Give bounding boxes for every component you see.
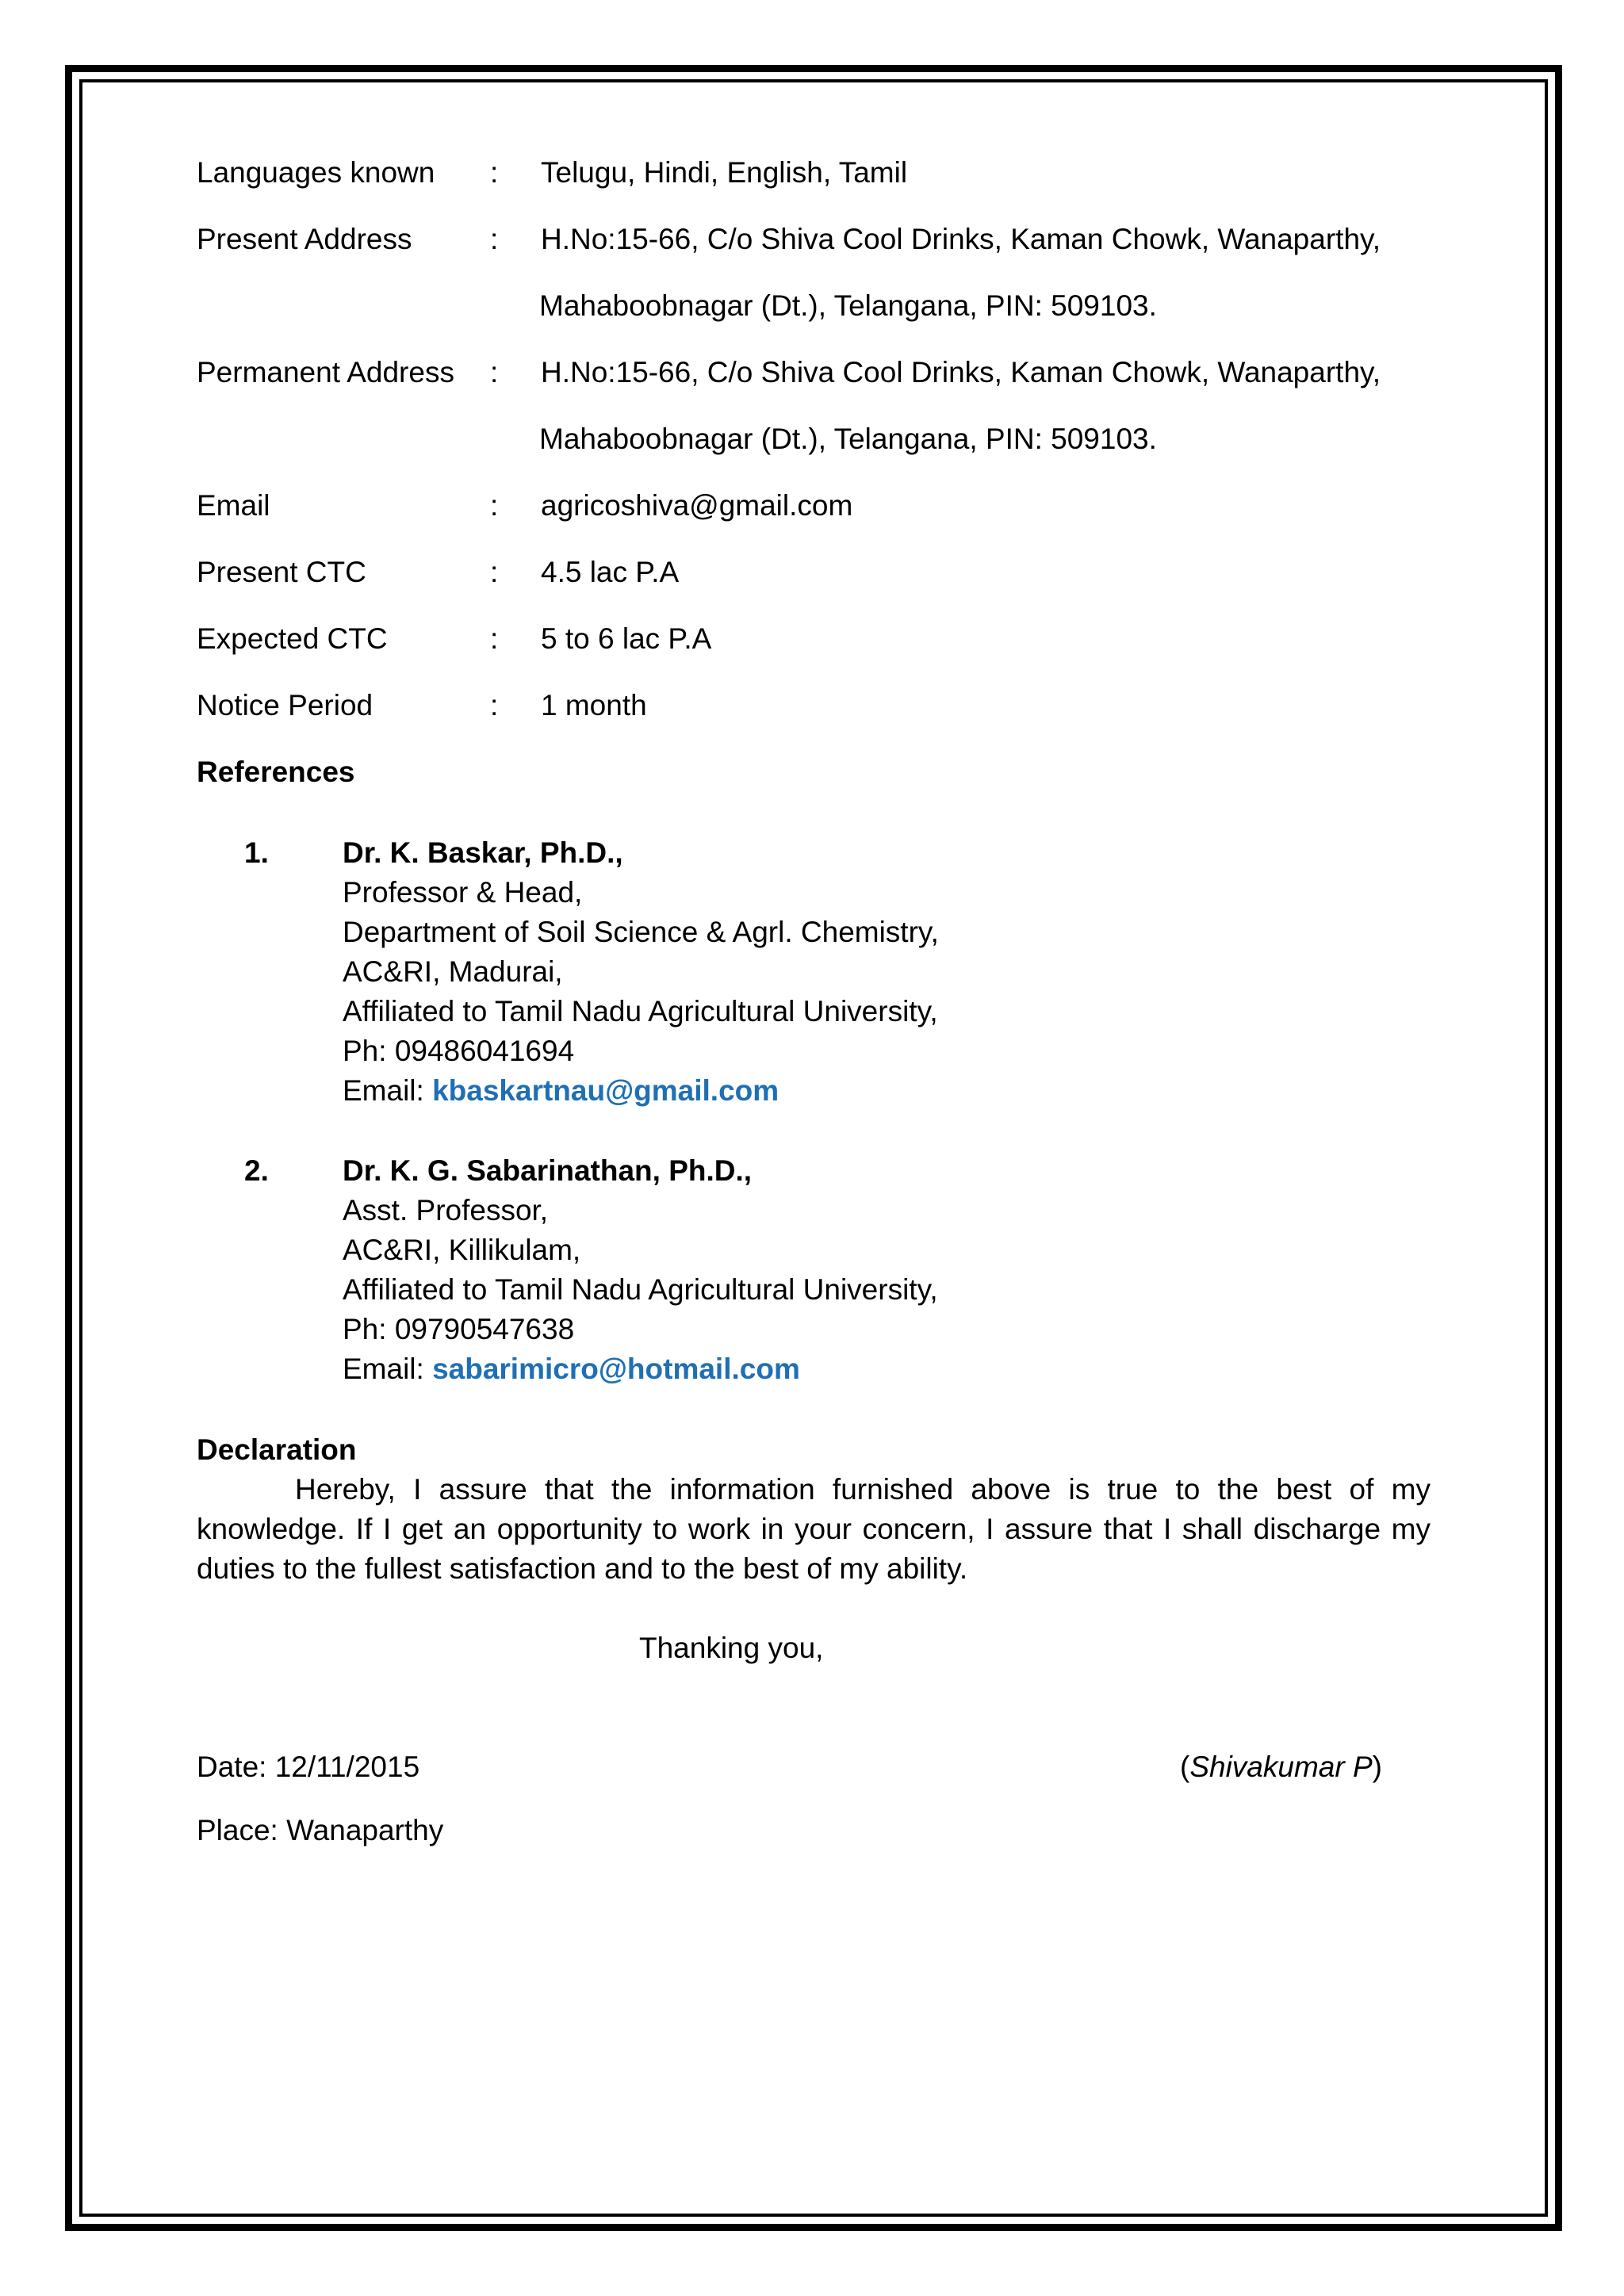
reference-email-label: Email: [343,1074,433,1107]
detail-colon: : [490,223,499,255]
reference-email-label: Email: [343,1353,433,1385]
reference-line: Asst. Professor, [343,1194,549,1226]
reference-number: 2. [244,1154,269,1187]
reference-name: Dr. K. G. Sabarinathan, Ph.D., [343,1154,753,1187]
reference-line: Ph: 09790547638 [343,1313,575,1345]
reference-email-link[interactable]: sabarimicro@hotmail.com [432,1353,800,1385]
detail-value: Telugu, Hindi, English, Tamil [541,156,908,189]
detail-label: Present CTC [197,556,366,588]
detail-value-continued: Mahaboobnagar (Dt.), Telangana, PIN: 509103. [539,289,1157,322]
detail-label: Permanent Address [197,356,454,388]
detail-label: Notice Period [197,689,373,721]
detail-value: 4.5 lac P.A [541,556,680,588]
reference-line: AC&RI, Killikulam, [343,1234,581,1266]
detail-label: Expected CTC [197,622,388,655]
detail-value: H.No:15-66, C/o Shiva Cool Drinks, Kaman Chowk, Wanaparthy, [541,356,1381,388]
closing-text: Thanking you, [639,1632,824,1664]
detail-colon: : [490,156,499,189]
detail-colon: : [490,622,499,655]
signature-close: ) [1372,1751,1382,1783]
detail-value: 5 to 6 lac P.A [541,622,712,655]
detail-value-continued: Mahaboobnagar (Dt.), Telangana, PIN: 509103. [539,423,1157,455]
reference-email-line [343,1349,938,1389]
signature-open: ( [1180,1751,1190,1783]
detail-value: H.No:15-66, C/o Shiva Cool Drinks, Kaman Chowk, Wanaparthy, [541,223,1381,255]
place-text: Place: Wanaparthy [197,1814,444,1846]
reference-number: 1. [244,836,269,869]
detail-colon: : [490,489,499,522]
reference-email-link[interactable]: kbaskartnau@gmail.com [432,1074,779,1107]
reference-line: Professor & Head, [343,876,583,909]
signature-name: Shivakumar P [1189,1751,1373,1783]
detail-label: Present Address [197,223,412,255]
reference-name: Dr. K. Baskar, Ph.D., [343,836,623,869]
detail-label: Email [197,489,270,522]
reference-line: Affiliated to Tamil Nadu Agricultural University, [343,1273,938,1306]
reference-line: Department of Soil Science & Agrl. Chemistry, [343,916,939,948]
date-text: Date: 12/11/2015 [197,1751,420,1783]
detail-label: Languages known [197,156,435,189]
declaration-text [197,1470,1431,1589]
detail-colon: : [490,556,499,588]
declaration-heading: Declaration [197,1433,357,1466]
declaration-paragraph: Hereby, I assure that the information furnished above is true to the best of my knowledge. If I get an opportunity to work in your concern, I assure that I shall discharge my duties to the fullest satisfaction and to the best of my ability. [197,1473,1431,1585]
detail-value: agricoshiva@gmail.com [541,489,853,522]
reference-line: Affiliated to Tamil Nadu Agricultural University, [343,995,938,1027]
page-border-inner [79,79,1548,2217]
detail-colon: : [490,689,499,721]
signature [1180,1747,1382,1787]
detail-colon: : [490,356,499,388]
references-heading: References [197,756,355,788]
detail-value: 1 month [541,689,647,721]
reference-email-line [343,1071,939,1111]
reference-line: AC&RI, Madurai, [343,955,563,988]
reference-line: Ph: 09486041694 [343,1035,575,1067]
